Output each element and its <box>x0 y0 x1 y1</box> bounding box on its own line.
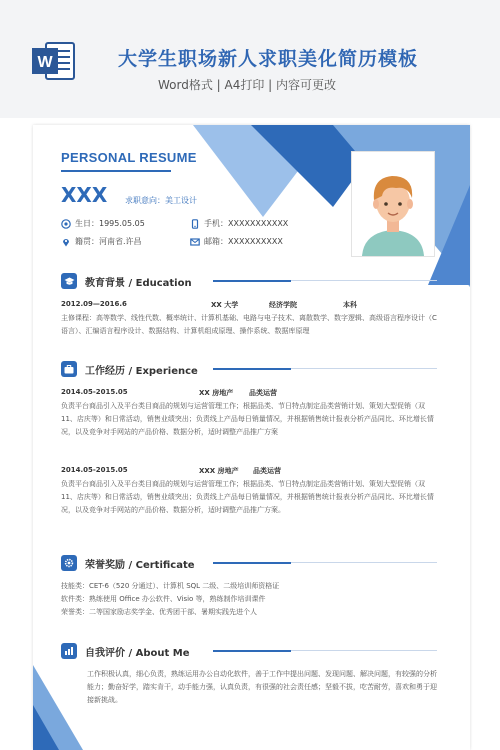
svg-text:W: W <box>37 54 53 71</box>
about-rule <box>213 650 291 652</box>
email-info: 邮箱：XXXXXXXXXX <box>190 236 283 247</box>
education-rule <box>213 280 291 282</box>
certificate-line-1: 技能类：CET-6（520 分通过）、计算机 SQL 二级、二级培训师资格证 <box>61 582 280 590</box>
profile-photo <box>351 151 435 257</box>
certificate-rule-light <box>291 562 437 563</box>
chart-icon <box>61 643 77 659</box>
experience-rule <box>213 368 291 370</box>
candidate-name: XXX <box>61 183 108 207</box>
certificate-rule <box>213 562 291 564</box>
resume-headline: PERSONAL RESUME <box>61 150 197 165</box>
job-2-description: 负责平台商品引入及平台类目商品的规划与运营管理工作；根据品类、节日特点制定品类营销计划、策划大型促销（双 11、店庆等）和日常活动，销售业绩突出；负责线上产品每日销量情况，并根据销售统计报表分析产品同比、环比增长情况，以及竞争对手网站的产品价格、数据分析，适时调整产品推广方案。 <box>61 480 434 514</box>
job-2-period: 2014.05-2015.05 <box>61 466 128 474</box>
about-text: 工作积极认真，细心负责，熟练运用办公自动化软件，善于工作中提出问题、发现问题、解决问题，有较强的分析能力；勤奋好学，踏实肯干，动手能力强，认真负责，有很强的社会责任感；坚毅不拔，吃苦耐劳，喜欢和勇于迎接新挑战。 <box>87 670 437 704</box>
gear-icon <box>61 555 77 571</box>
education-courses: 主修课程：高等数学、线性代数、概率统计、计算机基础、电路与电子技术、离散数学、数字逻辑、高级语言程序设计（C 语言）、汇编语言程序设计、数据结构、计算机组成原理、操作系统、数据库原理 <box>61 314 437 335</box>
phone-icon <box>190 219 200 229</box>
job-2-company: XXX 房地产 <box>199 467 239 475</box>
briefcase-icon <box>61 361 77 377</box>
job-1-period: 2014.05-2015.05 <box>61 388 128 396</box>
experience-rule-light <box>291 368 437 369</box>
job-2-role: 品类运营 <box>253 467 281 475</box>
education-heading: 教育背景 / Education <box>61 272 192 290</box>
birth-info: 生日：1995.05.05 <box>61 218 145 229</box>
certificate-line-2: 软件类：熟练使用 Office 办公软件、Visio 等，熟练制作培训课件 <box>61 595 266 603</box>
job-2-row <box>61 466 437 478</box>
job-1-company: XX 房地产 <box>199 389 234 397</box>
about-heading: 自我评价 / About Me <box>61 642 190 660</box>
experience-heading: 工作经历 / Experience <box>61 360 198 378</box>
word-icon <box>32 40 76 82</box>
certificate-line-3: 荣誉类：二等国家励志奖学金、优秀团干部、暑期实践先进个人 <box>61 608 257 616</box>
education-college: 经济学院 <box>269 301 297 309</box>
job-intent: 求职意向：美工设计 <box>125 196 197 205</box>
template-subtitle: Word格式 | A4打印 | 内容可更改 <box>158 78 337 92</box>
headline-underline <box>61 170 171 172</box>
job-1-row <box>61 388 437 400</box>
job-1-description: 负责平台商品引入及平台类目商品的规划与运营管理工作；根据品类、节日特点制定品类营销计划、策划大型促销（双 11、店庆等）和日常活动，销售业绩突出；负责线上产品每日销量情况，并根据销售统计报表分析产品同比、环比增长情况，以及竞争对手网站的产品价格、数据分析，适时调整产品推广方案 <box>61 402 434 436</box>
resume-page <box>33 125 470 750</box>
origin-info: 籍贯：河南省.许昌 <box>61 236 142 247</box>
education-school: XX 大学 <box>211 301 239 309</box>
location-icon <box>61 237 71 247</box>
education-period: 2012.09—2016.6 <box>61 300 127 308</box>
education-degree: 本科 <box>343 301 357 309</box>
certificate-heading: 荣誉奖励 / Certificate <box>61 554 195 572</box>
template-banner <box>0 0 500 118</box>
about-rule-light <box>291 650 437 651</box>
birthday-icon <box>61 219 71 229</box>
education-row <box>61 300 437 312</box>
graduation-cap-icon <box>61 273 77 289</box>
template-title: 大学生职场新人求职美化简历模板 <box>118 48 419 70</box>
mail-icon <box>190 237 200 247</box>
job-1-role: 品类运营 <box>249 389 277 397</box>
avatar-illustration <box>352 152 434 256</box>
phone-info: 手机：XXXXXXXXXXX <box>190 218 288 229</box>
education-rule-light <box>291 280 437 281</box>
